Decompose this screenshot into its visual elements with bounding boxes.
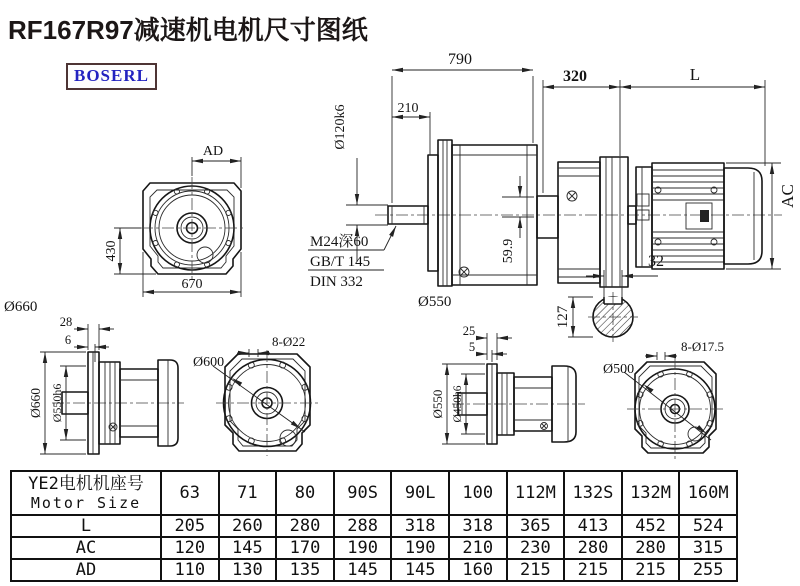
- row-label-l: L: [11, 515, 161, 537]
- dim-430: 430: [104, 240, 119, 262]
- table-cell: 318: [391, 515, 449, 537]
- table-row-ad: [11, 559, 737, 581]
- table-cell: 413: [564, 515, 622, 537]
- shaft-section: [588, 292, 638, 342]
- table-cell: 260: [219, 515, 277, 537]
- col-112m: 112M: [507, 471, 565, 515]
- col-71: 71: [219, 471, 277, 515]
- dim-5: 5: [468, 340, 476, 354]
- dim-670: 670: [181, 277, 203, 292]
- table-cell: 170: [276, 537, 334, 559]
- col-63: 63: [161, 471, 219, 515]
- table-cell: 318: [449, 515, 507, 537]
- table-cell: 215: [507, 559, 565, 581]
- table-cell: 280: [622, 537, 680, 559]
- table-cell: 190: [334, 537, 392, 559]
- dim-6: 6: [64, 333, 72, 347]
- flange-500-face-view: [603, 339, 724, 461]
- dim-ad: AD: [202, 144, 224, 159]
- table-cell: 280: [276, 515, 334, 537]
- row-label-ad: AD: [11, 559, 161, 581]
- dim-25: 25: [462, 324, 476, 338]
- table-cell: 215: [564, 559, 622, 581]
- col-132m: 132M: [622, 471, 680, 515]
- label-std2: DIN 332: [310, 274, 363, 290]
- table-cell: 230: [507, 537, 565, 559]
- table-cell: 160: [449, 559, 507, 581]
- stage2-screw: [567, 191, 577, 201]
- table-cell: 205: [161, 515, 219, 537]
- header-en: Motor Size: [30, 494, 142, 512]
- dim-790: 790: [448, 51, 472, 68]
- table-cell: 190: [391, 537, 449, 559]
- dim-flange-a-spigot: Ø550h6: [50, 383, 64, 423]
- front-view-drawing: [4, 144, 243, 315]
- table-header-row: [11, 471, 737, 515]
- boserl-logo: BOSERL: [66, 63, 157, 90]
- motor-size-table: [10, 470, 738, 582]
- table-cell: 145: [334, 559, 392, 581]
- header-cn: YE2电机机座号: [28, 474, 144, 494]
- dim-face-b-dia: Ø500: [603, 362, 635, 377]
- label-std1: GB/T 145: [310, 254, 371, 270]
- table-cell: 130: [219, 559, 277, 581]
- table-row-l: [11, 515, 737, 537]
- table-header-motor-size: [11, 471, 161, 515]
- dim-127: 127: [555, 305, 571, 329]
- dim-flange-a-od: Ø660: [28, 388, 43, 418]
- flange-600-face-view: [193, 334, 318, 456]
- table-cell: 280: [564, 537, 622, 559]
- table-cell: 210: [449, 537, 507, 559]
- page-title: RF167R97减速机电机尺寸图纸: [8, 15, 368, 45]
- col-90s: 90S: [334, 471, 392, 515]
- table-cell: 315: [679, 537, 737, 559]
- table-cell: 120: [161, 537, 219, 559]
- table-cell: 110: [161, 559, 219, 581]
- col-100: 100: [449, 471, 507, 515]
- label-d550: Ø550: [418, 294, 452, 310]
- motor-fins: [652, 170, 724, 262]
- table-row-ac: [11, 537, 737, 559]
- row-label-ac: AC: [11, 537, 161, 559]
- dim-motor-l: L: [689, 65, 701, 84]
- table-cell: 135: [276, 559, 334, 581]
- table-cell: 365: [507, 515, 565, 537]
- col-160m: 160M: [679, 471, 737, 515]
- table-cell: 452: [622, 515, 680, 537]
- col-90l: 90L: [391, 471, 449, 515]
- label-thread: M24深60: [310, 234, 369, 250]
- dim-flange-b-od: Ø550: [430, 389, 445, 419]
- dim-599: 59.9: [501, 238, 516, 264]
- label-d660: Ø660: [4, 299, 38, 315]
- dim-shaft-dia: Ø120k6: [333, 104, 348, 150]
- table-cell: 145: [219, 537, 277, 559]
- dim-28: 28: [59, 315, 73, 329]
- dim-32: 32: [648, 253, 664, 270]
- table-cell: 288: [334, 515, 392, 537]
- dim-face-b-holes: 8-Ø17.5: [681, 339, 724, 354]
- col-132s: 132S: [564, 471, 622, 515]
- dim-320: 320: [563, 68, 587, 85]
- dim-face-a-dia: Ø600: [193, 355, 225, 370]
- table-cell: 255: [679, 559, 737, 581]
- housing-screw: [459, 267, 469, 277]
- dim-210: 210: [397, 101, 419, 116]
- flange-b-screw: [541, 423, 548, 430]
- main-assembly-drawing: [308, 51, 797, 342]
- flange-660-side-view: [28, 315, 184, 454]
- dim-motor-ac: AC: [778, 184, 797, 208]
- dim-face-a-holes: 8-Ø22: [272, 334, 306, 349]
- table-cell: 524: [679, 515, 737, 537]
- table-cell: 215: [622, 559, 680, 581]
- flange-550-side-view: [430, 324, 585, 444]
- dim-flange-b-spigot: Ø450h6: [452, 385, 464, 423]
- table-cell: 145: [391, 559, 449, 581]
- col-80: 80: [276, 471, 334, 515]
